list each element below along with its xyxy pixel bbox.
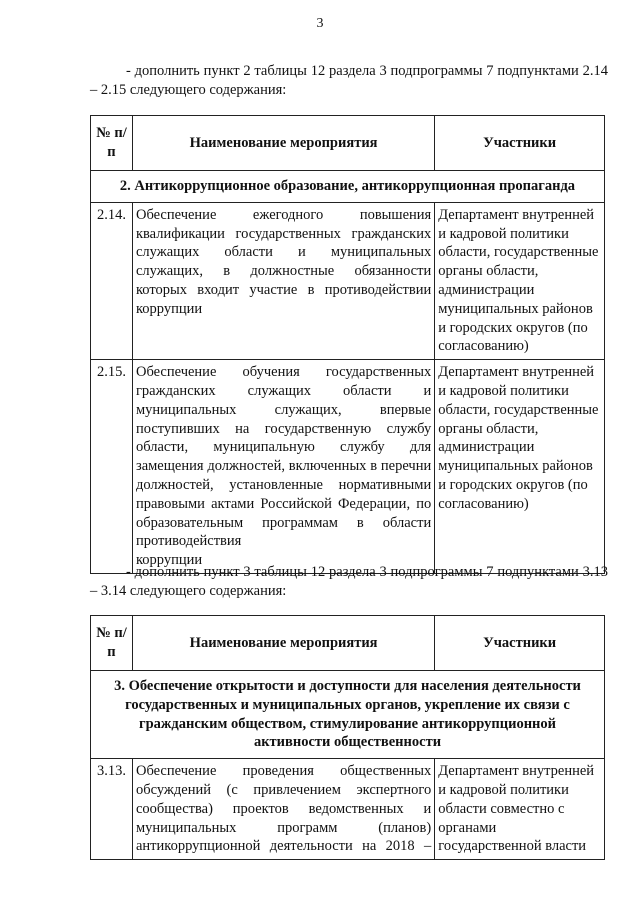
header-name: Наименование мероприятия	[132, 616, 434, 671]
intro-paragraph-2	[90, 563, 608, 601]
row-num: 2.14.	[91, 202, 133, 359]
table-header-row	[91, 116, 605, 171]
row-num: 2.15.	[91, 360, 133, 574]
row-name: Обеспечение проведения общественных обсуждений (с привлечением экспертного сообщества) проектов ведомственных и муниципальных программ (планов) антикоррупционной деятельности на 2018 –	[132, 759, 434, 860]
row-name	[132, 202, 434, 359]
header-participants: Участники	[435, 616, 605, 671]
row-num: 3.13.	[91, 759, 133, 860]
row-name	[132, 360, 434, 574]
row-name-text: Обеспечение ежегодного повышения квалификации государственных гражданских служащих области и муниципальных служащих, в должностные обязанности которых входит участие в противодействии	[135, 206, 432, 298]
section-title: 3. Обеспечение открытости и доступности для населения деятельности государственных и муниципальных органов, укрепление их связи с гражданским обществом, стимулирование антикоррупционной активности общественности	[91, 671, 605, 759]
table-header-row	[91, 616, 605, 671]
header-name: Наименование мероприятия	[132, 116, 434, 171]
header-num: № п/п	[91, 116, 133, 171]
row-name-last: коррупции	[135, 552, 203, 569]
table-2-measures	[90, 115, 605, 574]
section-row	[91, 671, 605, 759]
section-title: 2. Антикоррупционное образование, антикоррупционная пропаганда	[91, 171, 605, 203]
header-num: № п/п	[91, 616, 133, 671]
table-row	[91, 202, 605, 359]
row-participants: Департамент внутренней и кадровой политики области, государственные органы области, администрации муниципальных районов и городских округов (по согласованию)	[435, 202, 605, 359]
row-participants: Департамент внутренней и кадровой политики области, государственные органы области, администрации муниципальных районов и городских округов (по согласованию)	[435, 360, 605, 574]
intro-paragraph-2-text: - дополнить пункт 3 таблицы 12 раздела 3 подпрограммы 7 подпунктами 3.13 – 3.14 следующего содержания:	[90, 564, 608, 599]
row-participants: Департамент внутренней и кадровой политики области совместно с органами государственной власти	[435, 759, 605, 860]
table-3-measures	[90, 615, 605, 860]
row-name-text: Обеспечение обучения государственных гражданских служащих области и муниципальных служащих, впервые поступивших на государственную службу области, муниципальную службу для замещения должностей, включенных в перечни должностей, установленные нормативными правовыми актами Российской Федерации, по образовательным программам в области противодействия	[135, 364, 432, 550]
table-row	[91, 759, 605, 860]
page-number: 3	[316, 16, 324, 31]
intro-paragraph-1-text: - дополнить пункт 2 таблицы 12 раздела 3 подпрограммы 7 подпунктами 2.14 – 2.15 следующего содержания:	[90, 63, 608, 98]
section-row	[91, 171, 605, 203]
header-participants: Участники	[435, 116, 605, 171]
intro-paragraph-1	[90, 62, 608, 100]
row-name-last: коррупции	[135, 300, 203, 317]
table-row	[91, 360, 605, 574]
